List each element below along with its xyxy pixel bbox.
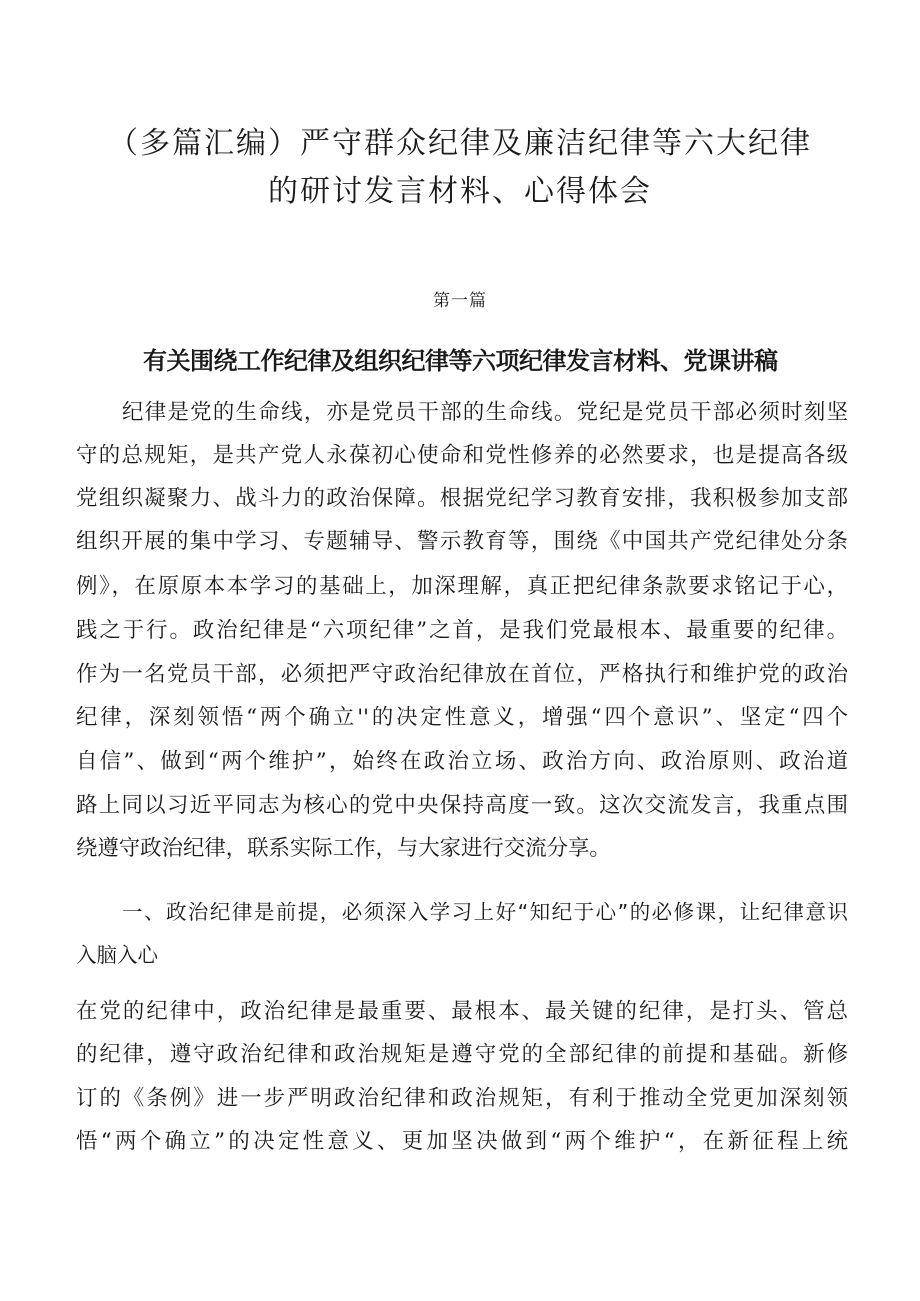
document-title-line-1: （多篇汇编）严守群众纪律及廉洁纪律等六大纪律 [108, 126, 812, 161]
section-heading-line-1: 一、政治纪律是前提，必须深入学习上好“知纪于心”的必修课，让纪律意识 [122, 900, 848, 924]
section-body-line: 的纪律，遵守政治纪律和政治规矩是遵守党的全部纪律的前提和基础。新修 [76, 1042, 848, 1067]
intro-line: 组织开展的集中学习、专题辅导、警示教育等，围绕《中国共产党纪律处分条 [76, 529, 848, 554]
intro-line: 绕遵守政治纪律，联系实际工作，与大家进行交流分享。 [76, 836, 611, 861]
document-title-line-2: 的研讨发言材料、心得体会 [268, 174, 652, 209]
intro-line: 例》，在原原本本学习的基础上，加深理解，真正把纪律条款要求铭记于心， [76, 574, 848, 599]
part-label: 第一篇 [433, 291, 487, 311]
intro-line: 纪律，深刻领悟“两个确立''的决定性意义，增强“四个意识”、坚定“四个 [76, 705, 848, 730]
intro-line: 践之于行。政治纪律是“六项纪律”之首，是我们党最根本、最重要的纪律。 [76, 618, 848, 643]
intro-line: 自信”、做到“两个维护”，始终在政治立场、政治方向、政治原则、政治道 [76, 749, 848, 774]
section-body-line: 订的《条例》进一步严明政治纪律和政治规矩，有利于推动全党更加深刻领 [76, 1086, 848, 1111]
intro-line: 党组织凝聚力、战斗力的政治保障。根据党纪学习教育安排，我积极参加支部 [76, 486, 848, 511]
intro-line: 路上同以习近平同志为核心的党中央保持高度一致。这次交流发言，我重点围 [76, 793, 848, 818]
section-body-line: 悟“两个确立”的决定性意义、更加坚决做到“两个维护“，在新征程上统 [76, 1129, 848, 1154]
section-heading-line-2: 入脑入心 [76, 943, 158, 967]
section-body-line: 在党的纪律中，政治纪律是最重要、最根本、最关键的纪律，是打头、管总 [76, 999, 848, 1024]
article-title: 有关围绕工作纪律及组织纪律等六项纪律发言材料、党课讲稿 [143, 347, 778, 375]
intro-line: 作为一名党员干部，必须把严守政治纪律放在首位，严格执行和维护党的政治 [76, 662, 848, 687]
intro-line: 纪律是党的生命线，亦是党员干部的生命线。党纪是党员干部必须时刻坚 [122, 400, 848, 425]
intro-line: 守的总规矩，是共产党人永葆初心使命和党性修养的必然要求，也是提高各级 [76, 443, 848, 468]
